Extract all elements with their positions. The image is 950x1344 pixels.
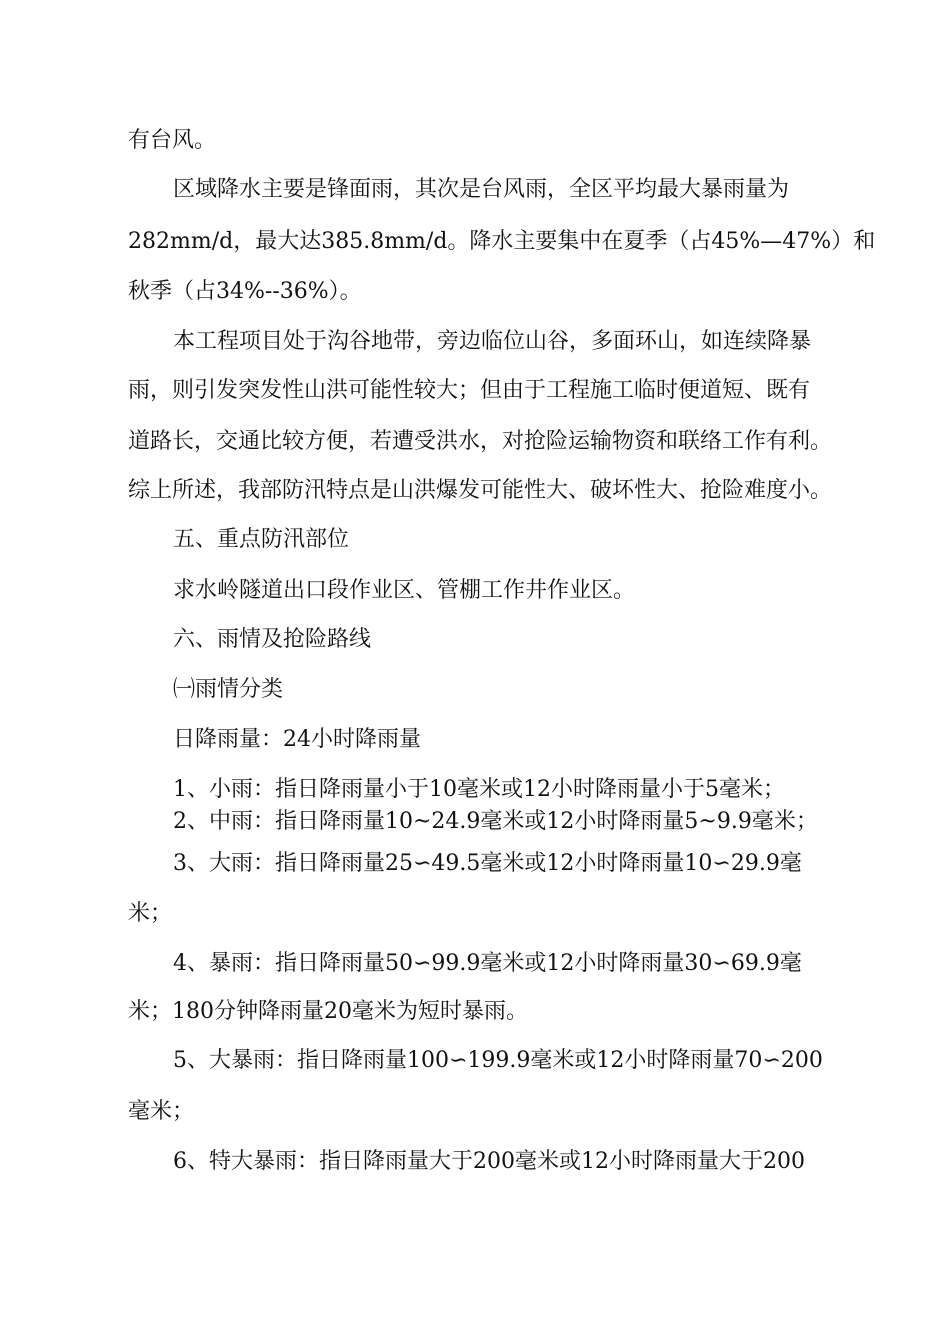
text-line: 本工程项目处于沟谷地带，旁边临位山谷，多面环山，如连续降暴 — [173, 329, 812, 354]
section-heading: 五、重点防汛部位 — [173, 527, 350, 552]
list-item: 2、中雨：指日降雨量10~24.9毫米或12小时降雨量5~9.9毫米； — [173, 809, 818, 834]
text-line: 有台风。 — [128, 128, 217, 153]
text-line: 雨，则引发突发性山洪可能性较大；但由于工程施工临时便道短、既有 — [128, 378, 811, 403]
subsection-heading: ㈠雨情分类 — [173, 677, 284, 702]
text-line: 综上所述，我部防汛特点是山洪爆发可能性大、破坏性大、抢险难度小。 — [128, 478, 833, 503]
list-item: 4、暴雨：指日降雨量50∽99.9毫米或12小时降雨量30∽69.9毫 — [173, 951, 802, 976]
text-line: 日降雨量：24小时降雨量 — [173, 727, 421, 752]
text-line: 毫米； — [128, 1099, 195, 1124]
text-line: 282mm/d，最大达385.8mm/d。降水主要集中在夏季（占45%—47%）和 — [128, 229, 876, 254]
text-line: 米； — [128, 901, 173, 926]
list-item: 6、特大暴雨：指日降雨量大于200毫米或12小时降雨量大于200 — [173, 1149, 805, 1174]
list-item: 5、大暴雨：指日降雨量100∽199.9毫米或12小时降雨量70∽200 — [173, 1048, 823, 1073]
list-item: 3、大雨：指日降雨量25∽49.5毫米或12小时降雨量10∽29.9毫 — [173, 851, 802, 876]
text-line: 秋季（占34%--36%）。 — [128, 279, 362, 304]
text-line: 区域降水主要是锋面雨，其次是台风雨，全区平均最大暴雨量为 — [173, 177, 790, 202]
list-item: 1、小雨：指日降雨量小于10毫米或12小时降雨量小于5毫米； — [173, 777, 785, 802]
section-heading: 六、雨情及抢险路线 — [173, 627, 372, 652]
text-line: 道路长，交通比较方便，若遭受洪水，对抢险运输物资和联络工作有利。 — [128, 429, 833, 454]
text-line: 米；180分钟降雨量20毫米为短时暴雨。 — [128, 999, 528, 1024]
text-line: 求水岭隧道出口段作业区、管棚工作井作业区。 — [173, 578, 636, 603]
